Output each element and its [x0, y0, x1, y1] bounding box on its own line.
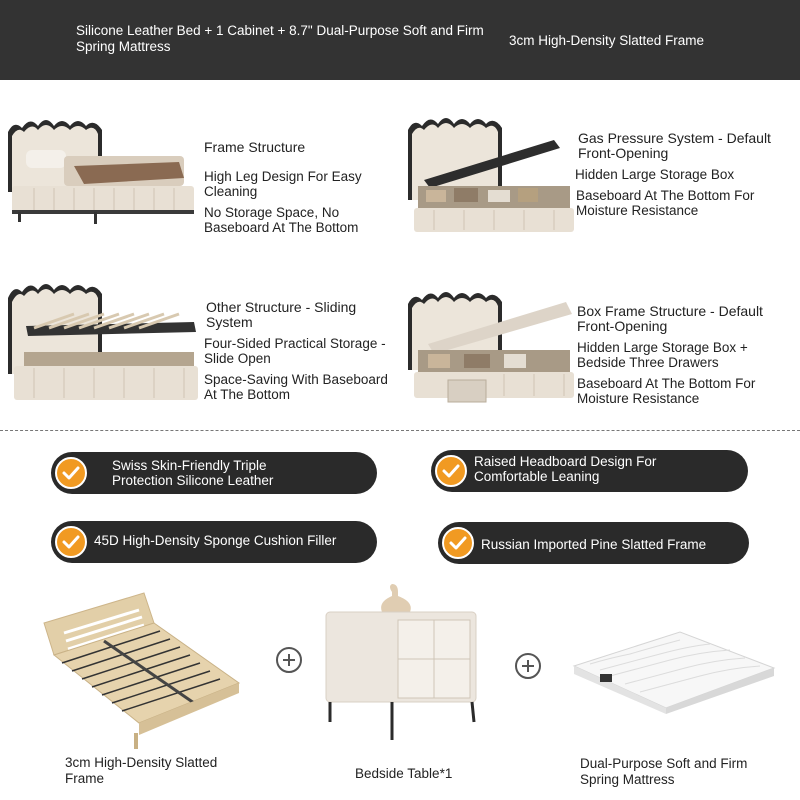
page-title: Silicone Leather Bed + 1 Cabinet + 8.7" Dual-Purpose Soft and Firm Spring Mattress: [76, 23, 484, 54]
feature-line: Hidden Large Storage Box: [575, 167, 735, 182]
feature-heading: Box Frame Structure - Default Front-Opening: [577, 303, 763, 334]
bedside-table-image: [322, 582, 482, 742]
badge-label: Raised Headboard Design For Comfortable Leaning: [474, 454, 657, 484]
badge-sponge-filler: [51, 521, 377, 563]
feature-line: Four-Sided Practical Storage - Slide Open: [204, 336, 386, 366]
feature-line: High Leg Design For Easy Cleaning: [204, 169, 362, 199]
check-circle-icon: [442, 527, 474, 559]
header-banner: [0, 0, 800, 80]
product-label-bedside-table: Bedside Table*1: [355, 766, 453, 781]
badge-label: Russian Imported Pine Slatted Frame: [481, 537, 707, 552]
feature-heading: Other Structure - Sliding System: [206, 299, 357, 330]
bed-frame-image: [4, 112, 194, 224]
feature-heading: Frame Structure: [204, 139, 306, 155]
feature-line: Space-Saving With Baseboard At The Bottom: [204, 372, 388, 402]
feature-line: Hidden Large Storage Box + Bedside Three Drawers: [577, 340, 748, 370]
feature-line: Baseboard At The Bottom For Moisture Resistance: [577, 376, 756, 406]
badge-label: 45D High-Density Sponge Cushion Filler: [94, 533, 337, 548]
feature-heading: Gas Pressure System - Default Front-Opening: [578, 130, 771, 161]
badge-silicone-leather: [51, 452, 377, 494]
bed-sliding-image: [4, 274, 200, 404]
badge-raised-headboard: [431, 450, 748, 492]
page-subtitle: 3cm High-Density Slatted Frame: [509, 33, 705, 48]
slatted-frame-image: [34, 583, 244, 753]
product-label-mattress: Dual-Purpose Soft and Firm Spring Mattress: [580, 756, 748, 787]
feature-line: Baseboard At The Bottom For Moisture Resistance: [576, 188, 755, 218]
bed-gas-lift-image: [404, 110, 576, 236]
spring-mattress-image: [570, 628, 778, 716]
bed-box-drawers-image: [404, 284, 576, 406]
check-circle-icon: [55, 526, 87, 558]
check-circle-icon: [55, 457, 87, 489]
badge-label: Swiss Skin-Friendly Triple Protection Silicone Leather: [112, 458, 274, 488]
feature-line: No Storage Space, No Baseboard At The Bottom: [204, 205, 359, 235]
badge-pine-frame: [438, 522, 749, 564]
product-label-frame: 3cm High-Density Slatted Frame: [65, 755, 218, 786]
plus-icon: [515, 653, 541, 679]
section-divider: [0, 430, 800, 431]
check-circle-icon: [435, 455, 467, 487]
plus-icon: [276, 647, 302, 673]
